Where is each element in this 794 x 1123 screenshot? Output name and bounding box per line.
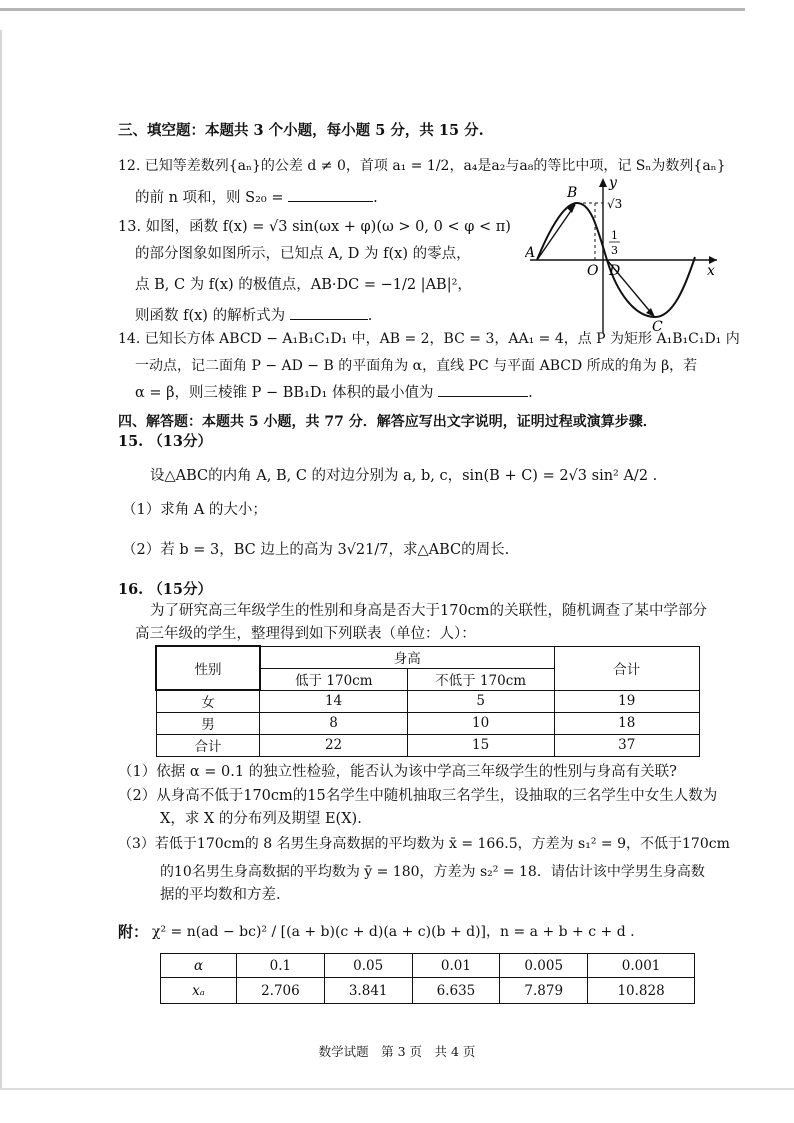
vector-ab [537,205,575,260]
contingency-table [155,645,700,757]
q12-line2-text: 的前 n 项和，则 S₂₀ = [135,190,284,206]
ct-cell: 22 [260,734,407,756]
q15-title: 15. （13分） [118,433,212,450]
top-border [0,8,745,11]
ct-header-height: 身高 [260,646,554,668]
label-d: D [609,263,621,279]
ct-row-label: 男 [156,712,260,734]
label-third-den: 3 [611,244,618,257]
page-footer: 数学试题 第 3 页 共 4 页 [318,1044,476,1059]
table-row [156,734,700,756]
section4-heading: 四、解答题：本题共 5 小题，共 77 分．解答应写出文字说明，证明过程或演算步骤． [118,414,657,430]
x-cell: 10.828 [588,978,695,1004]
q13-answer-blank [290,305,368,320]
ct-cell: 8 [260,712,407,734]
q15-body: 设△ABC的内角 A, B, C 的对边分别为 a, b, c，sin(B + C) = 2√3 sin² A/2 . [150,468,658,484]
y-axis-arrow-icon [599,178,607,187]
ct-cell: 37 [554,734,699,756]
q16-part3b: 的10名男生身高数据的平均数为 ȳ = 180，方差为 s₂² = 18．请估计该中学男生身高数 [160,864,705,880]
q16-title: 16. （15分） [118,581,212,598]
ct-header-below: 低于 170cm [260,668,407,690]
q12-answer-blank [288,187,373,202]
q16-part2b: X，求 X 的分布列及期望 E(X). [160,811,362,827]
ct-row-label: 女 [156,690,260,712]
q13-line4: 则函数 f(x) 的解析式为 . [135,305,372,326]
alpha-label: α [161,954,237,978]
q14-line3: α = β，则三棱锥 P − BB₁D₁ 体积的最小值为 . [135,382,533,403]
table-row [161,954,695,978]
ct-cell: 14 [260,690,407,712]
q16-intro2: 高三年级的学生，整理得到如下列联表（单位：人）： [135,626,476,642]
ct-cell: 10 [407,712,554,734]
ct-row-label: 合计 [156,734,260,756]
table-row [156,712,700,734]
ct-cell: 19 [554,690,699,712]
q14-line1: 14. 已知长方体 ABCD − A₁B₁C₁D₁ 中，AB = 2，BC = 3，AA₁ = 4，点 P 为矩形 A₁B₁C₁D₁ 内 [118,331,740,347]
x-cell: 6.635 [412,978,500,1004]
label-b: B [567,185,578,201]
q13-line3: 点 B, C 为 f(x) 的极值点，AB·DC = −1/2 |AB|²， [135,277,472,293]
x-label: xₐ [161,978,237,1004]
label-sqrt3: √3 [607,197,623,211]
q12-line1: 12. 已知等差数列{aₙ}的公差 d ≠ 0，首项 a₁ = 1/2，a₄是a₂与a₈的等比中项，记 Sₙ为数列{aₙ} [118,158,726,174]
q13-line4-text: 则函数 f(x) 的解析式为 [135,308,286,324]
left-border [0,30,2,1090]
label-a: A [525,245,536,261]
q16-part2a: （2）从身高不低于170cm的15名学生中随机抽取三名学生，设抽取的三名学生中女生人数为 [118,788,718,804]
section3-heading: 三、填空题：本题共 3 个小题，每小题 5 分，共 15 分. [118,122,484,139]
alpha-cell: 0.005 [500,954,588,978]
x-cell: 3.841 [324,978,412,1004]
q14-line2: 一动点，记二面角 P − AD − B 的平面角为 α，直线 PC 与平面 ABCD 所成的角为 β，若 [135,358,698,374]
critical-value-table [160,953,695,1004]
q16-part3c: 据的平均数和方差. [160,887,281,903]
table-row [156,690,700,712]
table-row [161,978,695,1004]
q16-part3a: （3）若低于170cm的 8 名男生身高数据的平均数为 x̄ = 166.5，方差为 s₁² = 9，不低于170cm [118,836,730,852]
label-o: O [587,263,599,279]
q15-part2: （2）若 b = 3，BC 边上的高为 3√21/7，求△ABC的周长. [122,542,510,558]
ct-header-notbelow: 不低于 170cm [407,668,554,690]
bottom-border [0,1088,794,1090]
x-cell: 2.706 [237,978,325,1004]
alpha-cell: 0.05 [324,954,412,978]
label-x: x [707,263,715,279]
q16-intro1: 为了研究高三年级学生的性别和身高是否大于170cm的关联性，随机调查了某中学部分 [150,603,708,619]
ct-cell: 5 [407,690,554,712]
q14-answer-blank [438,382,528,397]
alpha-cell: 0.01 [412,954,500,978]
ct-cell: 15 [407,734,554,756]
appendix-formula: χ² = n(ad − bc)² / [(a + b)(c + d)(a + c)(b + d)]，n = a + b + c + d . [152,924,635,940]
label-third-num: 1 [611,229,618,242]
q16-part1: （1）依据 α = 0.1 的独立性检验，能否认为该中学高三年级学生的性别与身高有关联? [118,764,677,780]
alpha-cell: 0.001 [588,954,695,978]
ct-header-gender: 性别 [156,646,260,690]
appendix-label: 附： [118,923,149,941]
label-c: C [652,319,663,335]
ct-header-total: 合计 [554,646,699,690]
q12-line2: 的前 n 项和，则 S₂₀ = . [135,187,378,208]
label-y: y [609,175,617,191]
function-graph [525,175,725,335]
q13-line2: 的部分图象如图所示，已知点 A, D 为 f(x) 的零点， [135,246,471,262]
ct-cell: 18 [554,712,699,734]
x-cell: 7.879 [500,978,588,1004]
q13-line1: 13. 如图，函数 f(x) = √3 sin(ωx + φ)(ω > 0, 0 < φ < π) [118,219,511,235]
alpha-cell: 0.1 [237,954,325,978]
q15-part1: （1）求角 A 的大小； [122,502,267,518]
q14-line3-text: α = β，则三棱锥 P − BB₁D₁ 体积的最小值为 [135,385,434,401]
